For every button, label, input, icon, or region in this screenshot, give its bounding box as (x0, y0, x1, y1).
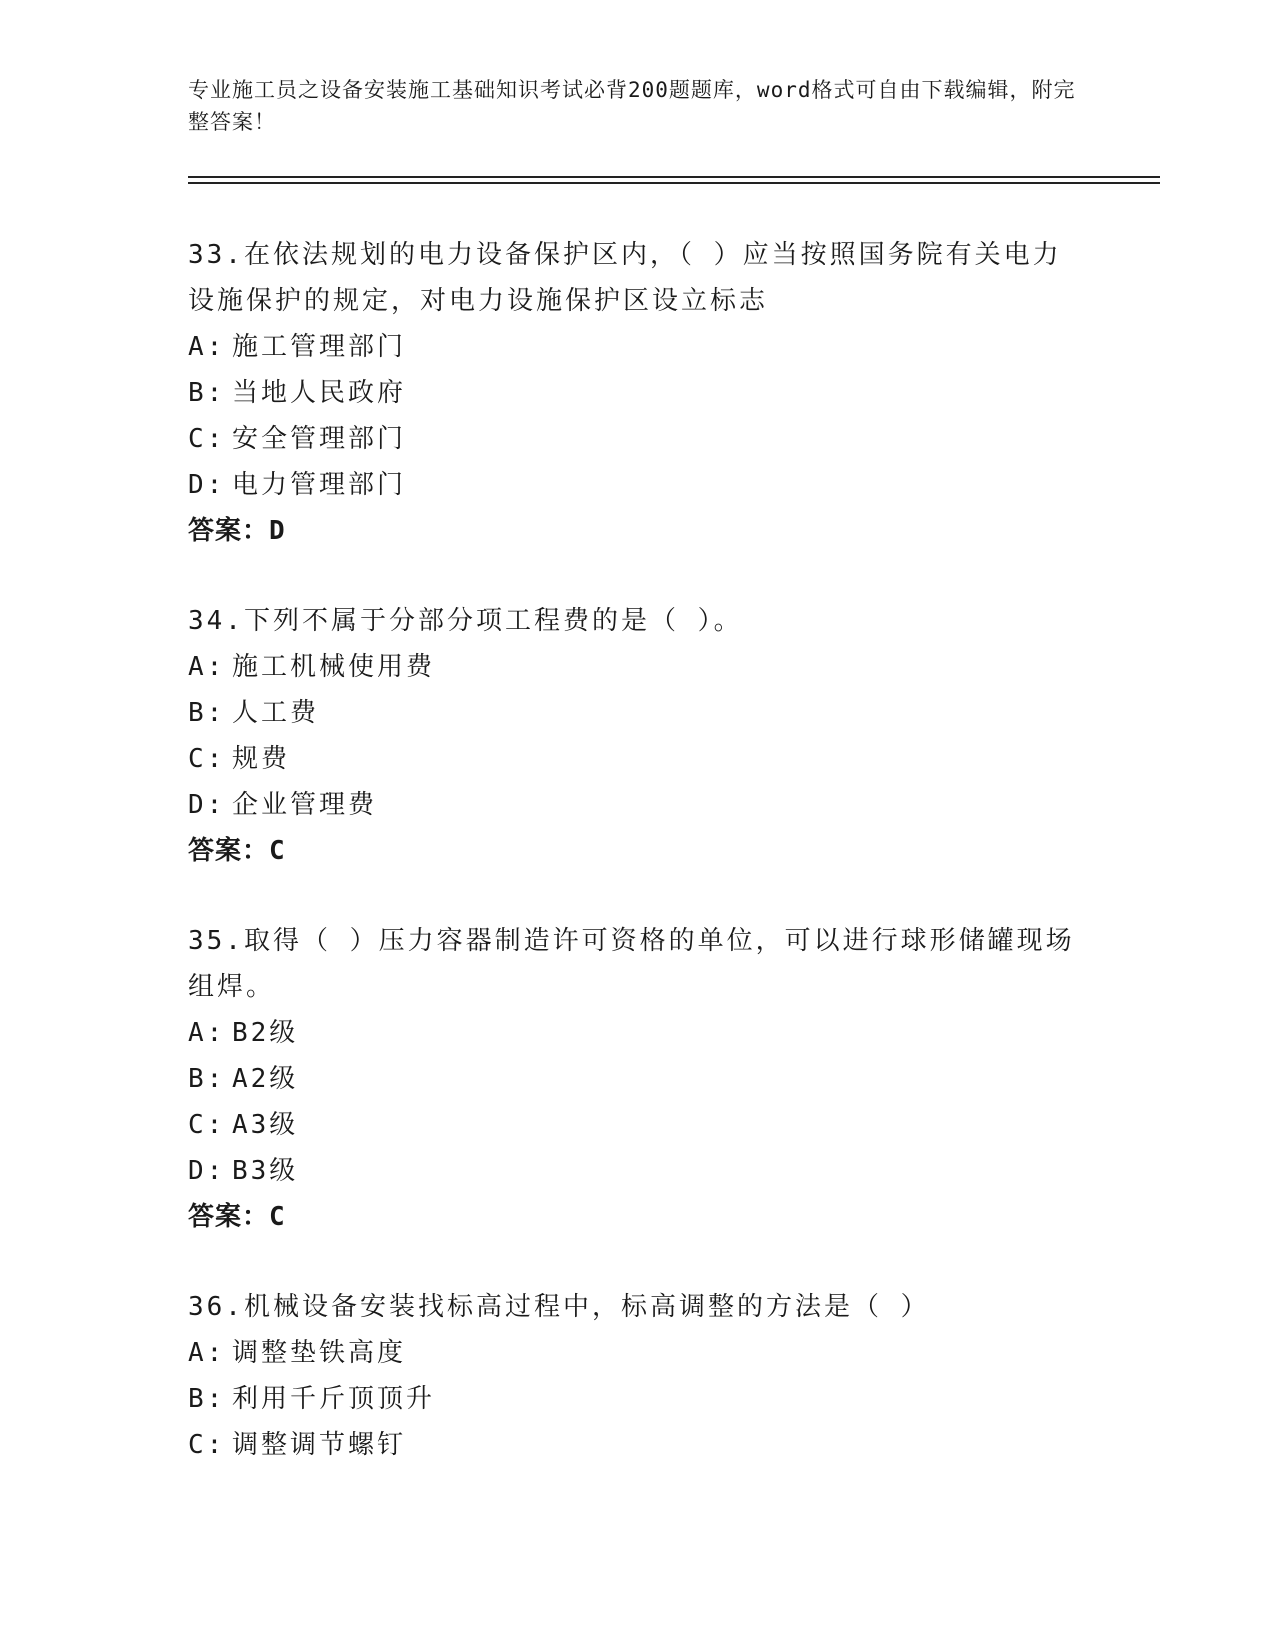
option-text: 规费 (232, 744, 291, 774)
question-stem: 36.机械设备安装找标高过程中，标高调整的方法是（ ） (188, 1292, 930, 1322)
option-key: B: (188, 378, 226, 408)
option-b (188, 1056, 1088, 1102)
question-33 (188, 232, 1088, 554)
question-list (188, 232, 1088, 1512)
answer-line: 答案：C (188, 836, 286, 866)
answer-line: 答案：C (188, 1202, 286, 1232)
option-key: B: (188, 1384, 226, 1414)
question-34 (188, 598, 1088, 874)
option-text: 人工费 (232, 698, 320, 728)
option-key: D: (188, 790, 226, 820)
option-key: C: (188, 744, 226, 774)
option-b (188, 370, 1088, 416)
option-text: 企业管理费 (232, 790, 378, 820)
option-text: 当地人民政府 (232, 378, 407, 408)
option-d (188, 1148, 1088, 1194)
document-header: 专业施工员之设备安装施工基础知识考试必背200题题库，word格式可自由下载编辑，附完整答案！ (188, 78, 1076, 134)
option-key: A: (188, 332, 226, 362)
option-key: C: (188, 424, 226, 454)
header-divider-top (188, 176, 1160, 178)
option-text: 利用千斤顶顶升 (232, 1384, 436, 1414)
option-text: 施工机械使用费 (232, 652, 436, 682)
option-c (188, 736, 1088, 782)
option-key: C: (188, 1430, 226, 1460)
option-text: B3级 (232, 1156, 299, 1186)
question-stem: 34.下列不属于分部分项工程费的是（ ）。 (188, 606, 743, 636)
option-b (188, 690, 1088, 736)
option-a (188, 1330, 1088, 1376)
answer-line: 答案：D (188, 516, 286, 546)
option-a (188, 1010, 1088, 1056)
option-key: D: (188, 470, 226, 500)
option-c (188, 416, 1088, 462)
option-text: 调整垫铁高度 (232, 1338, 407, 1368)
option-key: B: (188, 698, 226, 728)
option-d (188, 462, 1088, 508)
option-key: B: (188, 1064, 226, 1094)
option-key: A: (188, 1338, 226, 1368)
option-c (188, 1422, 1088, 1468)
question-35 (188, 918, 1088, 1240)
option-text: 施工管理部门 (232, 332, 407, 362)
option-text: 安全管理部门 (232, 424, 407, 454)
option-text: A3级 (232, 1110, 299, 1140)
option-d (188, 782, 1088, 828)
header-divider-bottom (188, 182, 1160, 184)
option-text: 电力管理部门 (232, 470, 407, 500)
option-key: A: (188, 1018, 226, 1048)
option-text: 调整调节螺钉 (232, 1430, 407, 1460)
option-b (188, 1376, 1088, 1422)
option-key: A: (188, 652, 226, 682)
option-text: A2级 (232, 1064, 299, 1094)
option-key: C: (188, 1110, 226, 1140)
option-c (188, 1102, 1088, 1148)
option-text: B2级 (232, 1018, 299, 1048)
question-36 (188, 1284, 1088, 1468)
question-stem: 35.取得（ ）压力容器制造许可资格的单位，可以进行球形储罐现场组焊。 (188, 926, 1075, 1002)
option-a (188, 644, 1088, 690)
option-a (188, 324, 1088, 370)
option-key: D: (188, 1156, 226, 1186)
question-stem: 33.在依法规划的电力设备保护区内，（ ）应当按照国务院有关电力设施保护的规定，对电力设施保护区设立标志 (188, 240, 1062, 316)
